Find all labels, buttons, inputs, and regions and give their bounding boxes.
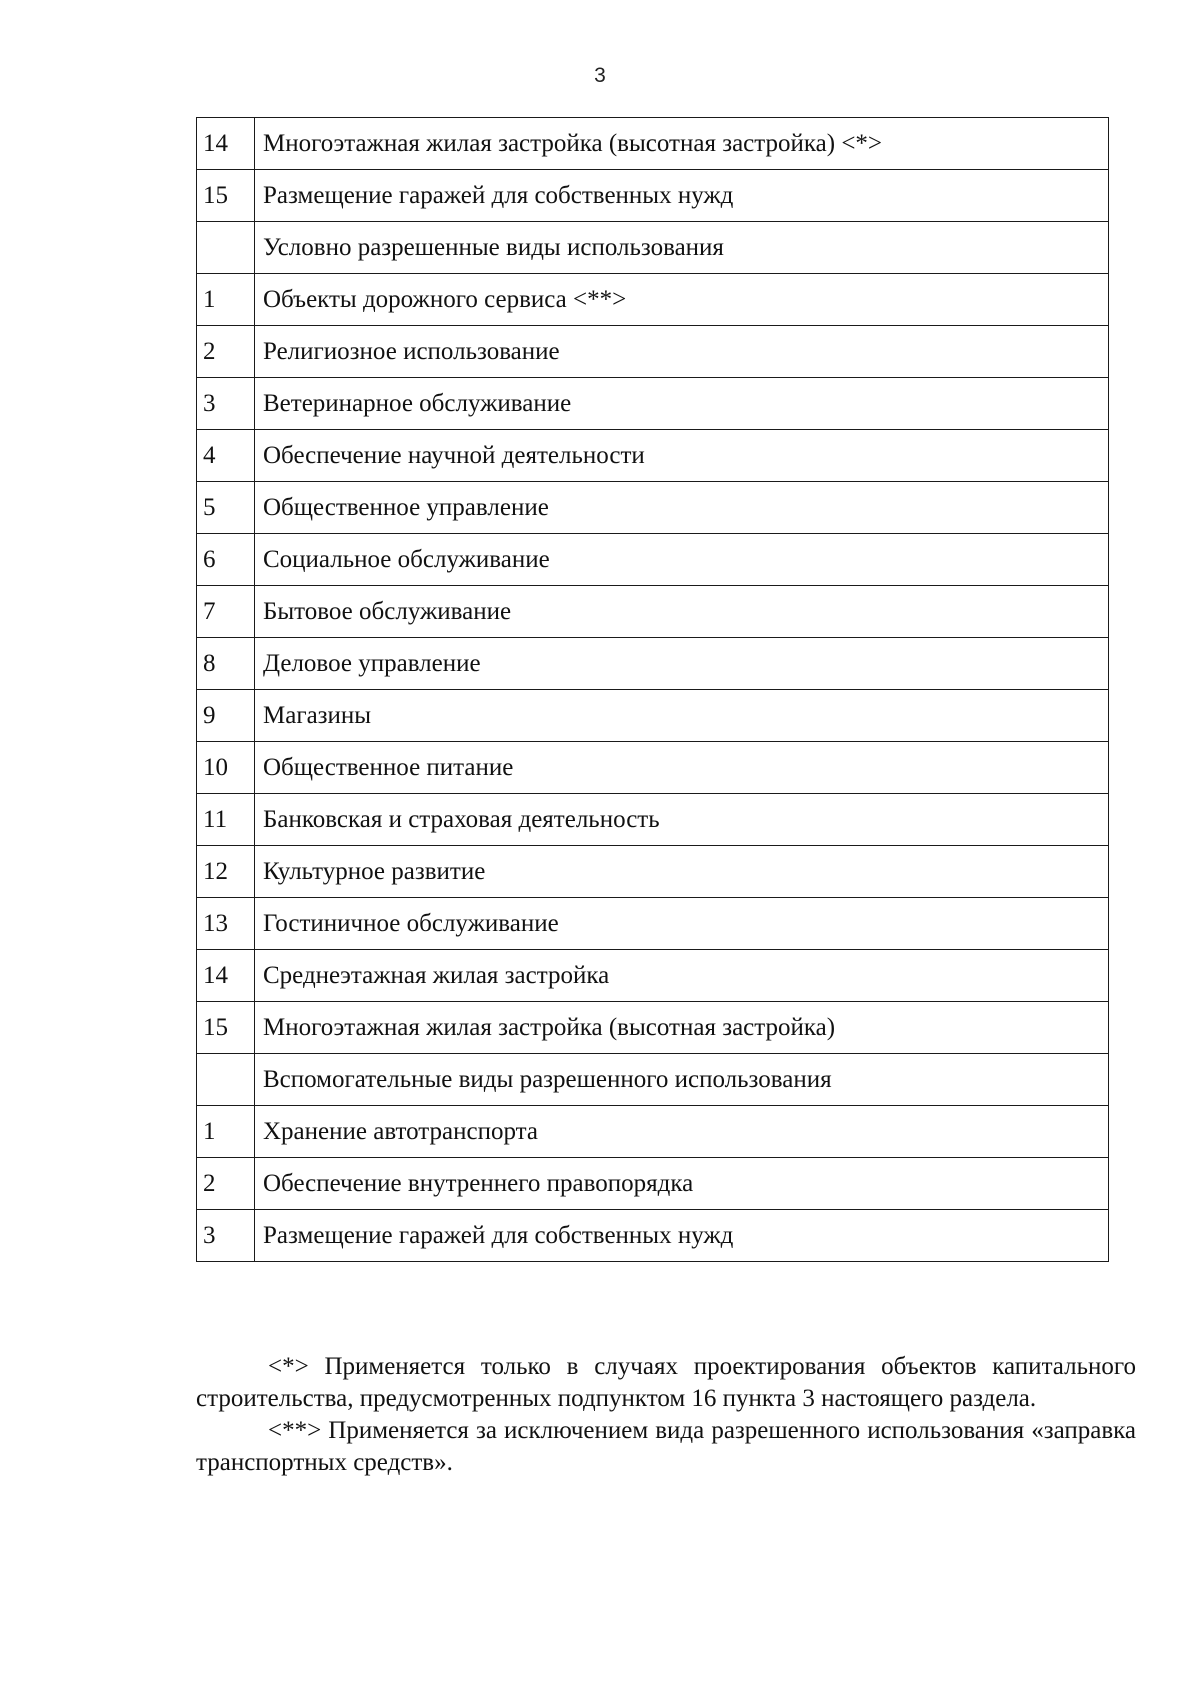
table-row [197, 170, 1109, 222]
use-type-name: Размещение гаражей для собственных нужд [255, 1210, 1109, 1262]
row-number: 10 [197, 742, 255, 794]
use-type-name: Среднеэтажная жилая застройка [255, 950, 1109, 1002]
row-number: 11 [197, 794, 255, 846]
table-row [197, 1002, 1109, 1054]
row-number: 2 [197, 326, 255, 378]
table-row [197, 586, 1109, 638]
use-type-name: Магазины [255, 690, 1109, 742]
table-row [197, 482, 1109, 534]
table-row [197, 1054, 1109, 1106]
row-number: 9 [197, 690, 255, 742]
row-number [197, 1054, 255, 1106]
use-type-name: Бытовое обслуживание [255, 586, 1109, 638]
table-row [197, 430, 1109, 482]
row-number: 2 [197, 1158, 255, 1210]
use-type-name: Хранение автотранспорта [255, 1106, 1109, 1158]
table-row [197, 638, 1109, 690]
row-number: 1 [197, 1106, 255, 1158]
row-number: 8 [197, 638, 255, 690]
use-type-name: Общественное питание [255, 742, 1109, 794]
table-row [197, 1158, 1109, 1210]
row-number: 15 [197, 1002, 255, 1054]
row-number: 3 [197, 378, 255, 430]
row-number: 1 [197, 274, 255, 326]
use-type-name: Религиозное использование [255, 326, 1109, 378]
section-heading: Вспомогательные виды разрешенного использования [255, 1054, 1109, 1106]
row-number: 5 [197, 482, 255, 534]
use-type-name: Размещение гаражей для собственных нужд [255, 170, 1109, 222]
use-type-name: Общественное управление [255, 482, 1109, 534]
use-type-name: Многоэтажная жилая застройка (высотная застройка) <*> [255, 118, 1109, 170]
table-row [197, 1210, 1109, 1262]
use-type-name: Объекты дорожного сервиса <**> [255, 274, 1109, 326]
table-row [197, 690, 1109, 742]
row-number [197, 222, 255, 274]
use-type-name: Культурное развитие [255, 846, 1109, 898]
table-row [197, 534, 1109, 586]
use-type-name: Многоэтажная жилая застройка (высотная застройка) [255, 1002, 1109, 1054]
row-number: 14 [197, 950, 255, 1002]
table-row [197, 378, 1109, 430]
footnote-2: <**> Применяется за исключением вида разрешенного использования «заправка транспортных средств». [196, 1417, 1136, 1476]
row-number: 3 [197, 1210, 255, 1262]
row-number: 13 [197, 898, 255, 950]
use-type-name: Деловое управление [255, 638, 1109, 690]
row-number: 7 [197, 586, 255, 638]
section-heading: Условно разрешенные виды использования [255, 222, 1109, 274]
table-row [197, 1106, 1109, 1158]
use-type-name: Обеспечение внутреннего правопорядка [255, 1158, 1109, 1210]
use-type-name: Социальное обслуживание [255, 534, 1109, 586]
table-row [197, 794, 1109, 846]
row-number: 12 [197, 846, 255, 898]
row-number: 4 [197, 430, 255, 482]
use-type-name: Ветеринарное обслуживание [255, 378, 1109, 430]
footnote-1: <*> Применяется только в случаях проектирования объектов капитального строительства, предусмотренных подпунктом 16 пункта 3 настоящего раздела. [196, 1353, 1136, 1412]
row-number: 14 [197, 118, 255, 170]
land-use-table [196, 117, 1109, 1262]
table-row [197, 222, 1109, 274]
page-number: 3 [594, 64, 606, 87]
use-type-name: Банковская и страховая деятельность [255, 794, 1109, 846]
table-row [197, 950, 1109, 1002]
table-row [197, 742, 1109, 794]
footnotes [196, 1351, 1136, 1479]
use-type-name: Обеспечение научной деятельности [255, 430, 1109, 482]
table-row [197, 274, 1109, 326]
row-number: 15 [197, 170, 255, 222]
table-row [197, 326, 1109, 378]
table-row [197, 846, 1109, 898]
table-row [197, 118, 1109, 170]
table-row [197, 898, 1109, 950]
use-type-name: Гостиничное обслуживание [255, 898, 1109, 950]
row-number: 6 [197, 534, 255, 586]
